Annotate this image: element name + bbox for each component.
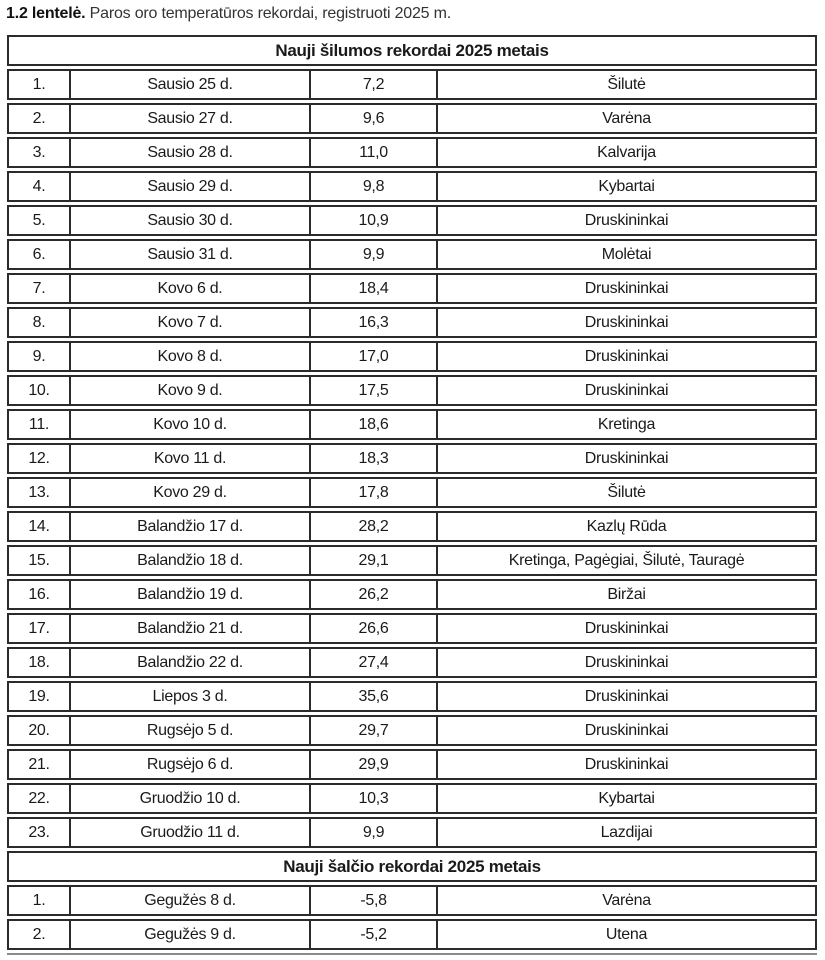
cell-temperature: 17,8 xyxy=(309,477,436,508)
table-row xyxy=(7,749,817,780)
cell-temperature: 10,3 xyxy=(309,783,436,814)
cell-number: 10. xyxy=(7,375,69,406)
cell-date: Kovo 29 d. xyxy=(69,477,309,508)
cell-number: 3. xyxy=(7,137,69,168)
cell-location: Druskininkai xyxy=(436,307,817,338)
cell-date: Kovo 7 d. xyxy=(69,307,309,338)
cell-temperature: 9,8 xyxy=(309,171,436,202)
cell-number: 15. xyxy=(7,545,69,576)
cell-number: 14. xyxy=(7,511,69,542)
cell-temperature: 29,9 xyxy=(309,749,436,780)
cell-location: Utena xyxy=(436,919,817,950)
cell-temperature: 7,2 xyxy=(309,69,436,100)
cell-location: Kybartai xyxy=(436,783,817,814)
table-caption xyxy=(6,4,825,24)
cell-temperature: 10,9 xyxy=(309,205,436,236)
cell-number: 20. xyxy=(7,715,69,746)
table-row xyxy=(7,375,817,406)
cell-temperature: 9,9 xyxy=(309,239,436,270)
cell-location: Druskininkai xyxy=(436,681,817,712)
cell-date: Rugsėjo 6 d. xyxy=(69,749,309,780)
cell-date: Balandžio 17 d. xyxy=(69,511,309,542)
cell-date: Kovo 9 d. xyxy=(69,375,309,406)
cell-temperature: 29,7 xyxy=(309,715,436,746)
cell-date: Rugsėjo 5 d. xyxy=(69,715,309,746)
cell-date: Balandžio 18 d. xyxy=(69,545,309,576)
table-row xyxy=(7,647,817,678)
cell-location: Kybartai xyxy=(436,171,817,202)
cell-temperature: 26,2 xyxy=(309,579,436,610)
cell-temperature: -5,2 xyxy=(309,919,436,950)
cell-location: Druskininkai xyxy=(436,375,817,406)
cell-location: Šilutė xyxy=(436,69,817,100)
cell-number: 8. xyxy=(7,307,69,338)
table-row xyxy=(7,239,817,270)
cell-number: 17. xyxy=(7,613,69,644)
cell-date: Kovo 10 d. xyxy=(69,409,309,440)
cell-number: 23. xyxy=(7,817,69,848)
table-row xyxy=(7,307,817,338)
cell-location: Lazdijai xyxy=(436,817,817,848)
cell-number: 19. xyxy=(7,681,69,712)
table-row xyxy=(7,137,817,168)
cell-number: 13. xyxy=(7,477,69,508)
cell-location: Kretinga xyxy=(436,409,817,440)
cell-temperature: 18,3 xyxy=(309,443,436,474)
table-row xyxy=(7,171,817,202)
cell-location: Druskininkai xyxy=(436,443,817,474)
cell-date: Kovo 11 d. xyxy=(69,443,309,474)
cell-date: Balandžio 21 d. xyxy=(69,613,309,644)
table-row xyxy=(7,885,817,916)
table-row xyxy=(7,579,817,610)
table-row xyxy=(7,477,817,508)
cell-date: Sausio 30 d. xyxy=(69,205,309,236)
cell-temperature: 9,6 xyxy=(309,103,436,134)
cell-number: 2. xyxy=(7,919,69,950)
cell-temperature: 16,3 xyxy=(309,307,436,338)
cell-location: Kazlų Rūda xyxy=(436,511,817,542)
cell-date: Gruodžio 11 d. xyxy=(69,817,309,848)
cell-date: Kovo 6 d. xyxy=(69,273,309,304)
table-row xyxy=(7,545,817,576)
cell-number: 6. xyxy=(7,239,69,270)
section-header-row xyxy=(7,35,817,66)
cell-date: Sausio 25 d. xyxy=(69,69,309,100)
cell-location: Druskininkai xyxy=(436,647,817,678)
cell-location: Druskininkai xyxy=(436,273,817,304)
cell-date: Gegužės 9 d. xyxy=(69,919,309,950)
cell-temperature: 9,9 xyxy=(309,817,436,848)
caption-label: 1.2 lentelė. xyxy=(6,5,86,22)
cutoff-row-edge xyxy=(7,953,817,955)
table-row xyxy=(7,443,817,474)
cell-number: 9. xyxy=(7,341,69,372)
table-row xyxy=(7,817,817,848)
cell-number: 7. xyxy=(7,273,69,304)
cell-number: 1. xyxy=(7,69,69,100)
cell-number: 12. xyxy=(7,443,69,474)
cell-date: Sausio 31 d. xyxy=(69,239,309,270)
cell-temperature: 26,6 xyxy=(309,613,436,644)
cell-date: Sausio 28 d. xyxy=(69,137,309,168)
table-row xyxy=(7,511,817,542)
cell-location: Molėtai xyxy=(436,239,817,270)
cell-number: 5. xyxy=(7,205,69,236)
cell-temperature: 18,4 xyxy=(309,273,436,304)
cell-temperature: 11,0 xyxy=(309,137,436,168)
cell-temperature: 17,5 xyxy=(309,375,436,406)
cell-date: Sausio 29 d. xyxy=(69,171,309,202)
cell-temperature: 28,2 xyxy=(309,511,436,542)
section-header-cell: Nauji šilumos rekordai 2025 metais xyxy=(7,35,817,66)
table-row xyxy=(7,205,817,236)
table-row xyxy=(7,613,817,644)
cell-number: 11. xyxy=(7,409,69,440)
cell-date: Balandžio 19 d. xyxy=(69,579,309,610)
cell-temperature: 18,6 xyxy=(309,409,436,440)
section-header-row xyxy=(7,851,817,882)
cell-number: 2. xyxy=(7,103,69,134)
cell-temperature: -5,8 xyxy=(309,885,436,916)
cell-location: Kalvarija xyxy=(436,137,817,168)
cell-date: Gegužės 8 d. xyxy=(69,885,309,916)
temperature-records-table xyxy=(7,32,817,953)
table-row xyxy=(7,783,817,814)
cell-date: Kovo 8 d. xyxy=(69,341,309,372)
cell-date: Gruodžio 10 d. xyxy=(69,783,309,814)
cell-temperature: 29,1 xyxy=(309,545,436,576)
caption-text: Paros oro temperatūros rekordai, registruoti 2025 m. xyxy=(85,5,451,22)
cell-number: 22. xyxy=(7,783,69,814)
cell-location: Varėna xyxy=(436,885,817,916)
cell-location: Šilutė xyxy=(436,477,817,508)
table-row xyxy=(7,919,817,950)
cell-number: 18. xyxy=(7,647,69,678)
table-row xyxy=(7,341,817,372)
cell-location: Druskininkai xyxy=(436,749,817,780)
cell-number: 21. xyxy=(7,749,69,780)
cell-date: Sausio 27 d. xyxy=(69,103,309,134)
cell-temperature: 17,0 xyxy=(309,341,436,372)
cell-location: Druskininkai xyxy=(436,341,817,372)
table-row xyxy=(7,681,817,712)
table-row xyxy=(7,69,817,100)
cell-location: Druskininkai xyxy=(436,205,817,236)
cell-location: Kretinga, Pagėgiai, Šilutė, Tauragė xyxy=(436,545,817,576)
section-header-cell: Nauji šalčio rekordai 2025 metais xyxy=(7,851,817,882)
cell-location: Druskininkai xyxy=(436,613,817,644)
cell-location: Varėna xyxy=(436,103,817,134)
table-row xyxy=(7,273,817,304)
table-row xyxy=(7,715,817,746)
cell-date: Balandžio 22 d. xyxy=(69,647,309,678)
cell-number: 4. xyxy=(7,171,69,202)
cell-location: Biržai xyxy=(436,579,817,610)
cell-number: 16. xyxy=(7,579,69,610)
cell-location: Druskininkai xyxy=(436,715,817,746)
cell-number: 1. xyxy=(7,885,69,916)
cell-date: Liepos 3 d. xyxy=(69,681,309,712)
table-row xyxy=(7,409,817,440)
cell-temperature: 35,6 xyxy=(309,681,436,712)
cell-temperature: 27,4 xyxy=(309,647,436,678)
table-row xyxy=(7,103,817,134)
